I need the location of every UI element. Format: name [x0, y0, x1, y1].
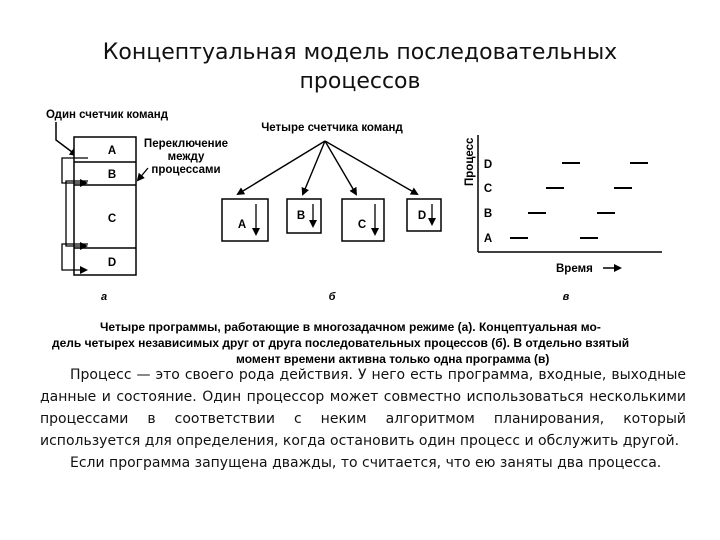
- row-label-d: D: [483, 159, 493, 171]
- counter-arrow: [56, 122, 76, 155]
- switch-pointer: [138, 168, 148, 180]
- box-label-a: A: [237, 219, 247, 231]
- panel-c: [464, 135, 662, 303]
- figure-caption: [52, 320, 629, 366]
- row-label-b: B: [483, 208, 493, 220]
- paragraph-two-processes: Если программа запущена дважды, то считается, что ею заняты два процесса.: [70, 455, 662, 471]
- four-counters-label: Четыре счетчика команд: [261, 122, 403, 134]
- y-axis-label: Процесс: [464, 137, 476, 186]
- box-label-d: D: [417, 210, 427, 222]
- title-line-1: Концептуальная модель последовательных: [102, 40, 618, 65]
- row-label-c: C: [483, 183, 493, 195]
- caption-line-1: Четыре программы, работающие в многозадачном режиме (а). Концептуальная мо-: [100, 320, 601, 334]
- segment-c: C: [107, 213, 117, 225]
- x-axis-label: Время: [556, 263, 593, 275]
- segment-b: B: [107, 169, 117, 181]
- single-counter-label: Один счетчик команд: [46, 109, 168, 121]
- segment-d: D: [107, 257, 117, 269]
- panel-c-letter: в: [562, 291, 570, 303]
- caption-line-3: момент времени активна только одна программа (в): [236, 352, 550, 366]
- panel-b-letter: б: [328, 291, 336, 303]
- switch-label-3: процессами: [151, 164, 221, 176]
- panel-a: [46, 109, 228, 303]
- panel-b: [222, 122, 441, 303]
- paragraph-process-definition: Процесс — это своего рода действия. У него есть программа, входные, выходные данные и состояние. Один процессор может совместно использоваться несколькими процессами в соответствии с неким алгоритмом планирования, который используется для определения, когда остановить один процесс и обслужить другой.: [40, 367, 686, 449]
- switch-label-1: Переключение: [143, 138, 229, 150]
- row-label-a: A: [483, 233, 493, 245]
- panel-a-letter: а: [100, 291, 108, 303]
- title-line-2: процессов: [299, 69, 421, 94]
- box-label-c: C: [357, 219, 367, 231]
- body-text: [40, 364, 686, 474]
- box-label-b: B: [296, 210, 306, 222]
- caption-line-2: дель четырех независимых друг от друга последовательных процессов (б). В отдельно взятый: [52, 336, 630, 350]
- segment-a: A: [107, 145, 117, 157]
- switch-label-2: между: [167, 151, 205, 163]
